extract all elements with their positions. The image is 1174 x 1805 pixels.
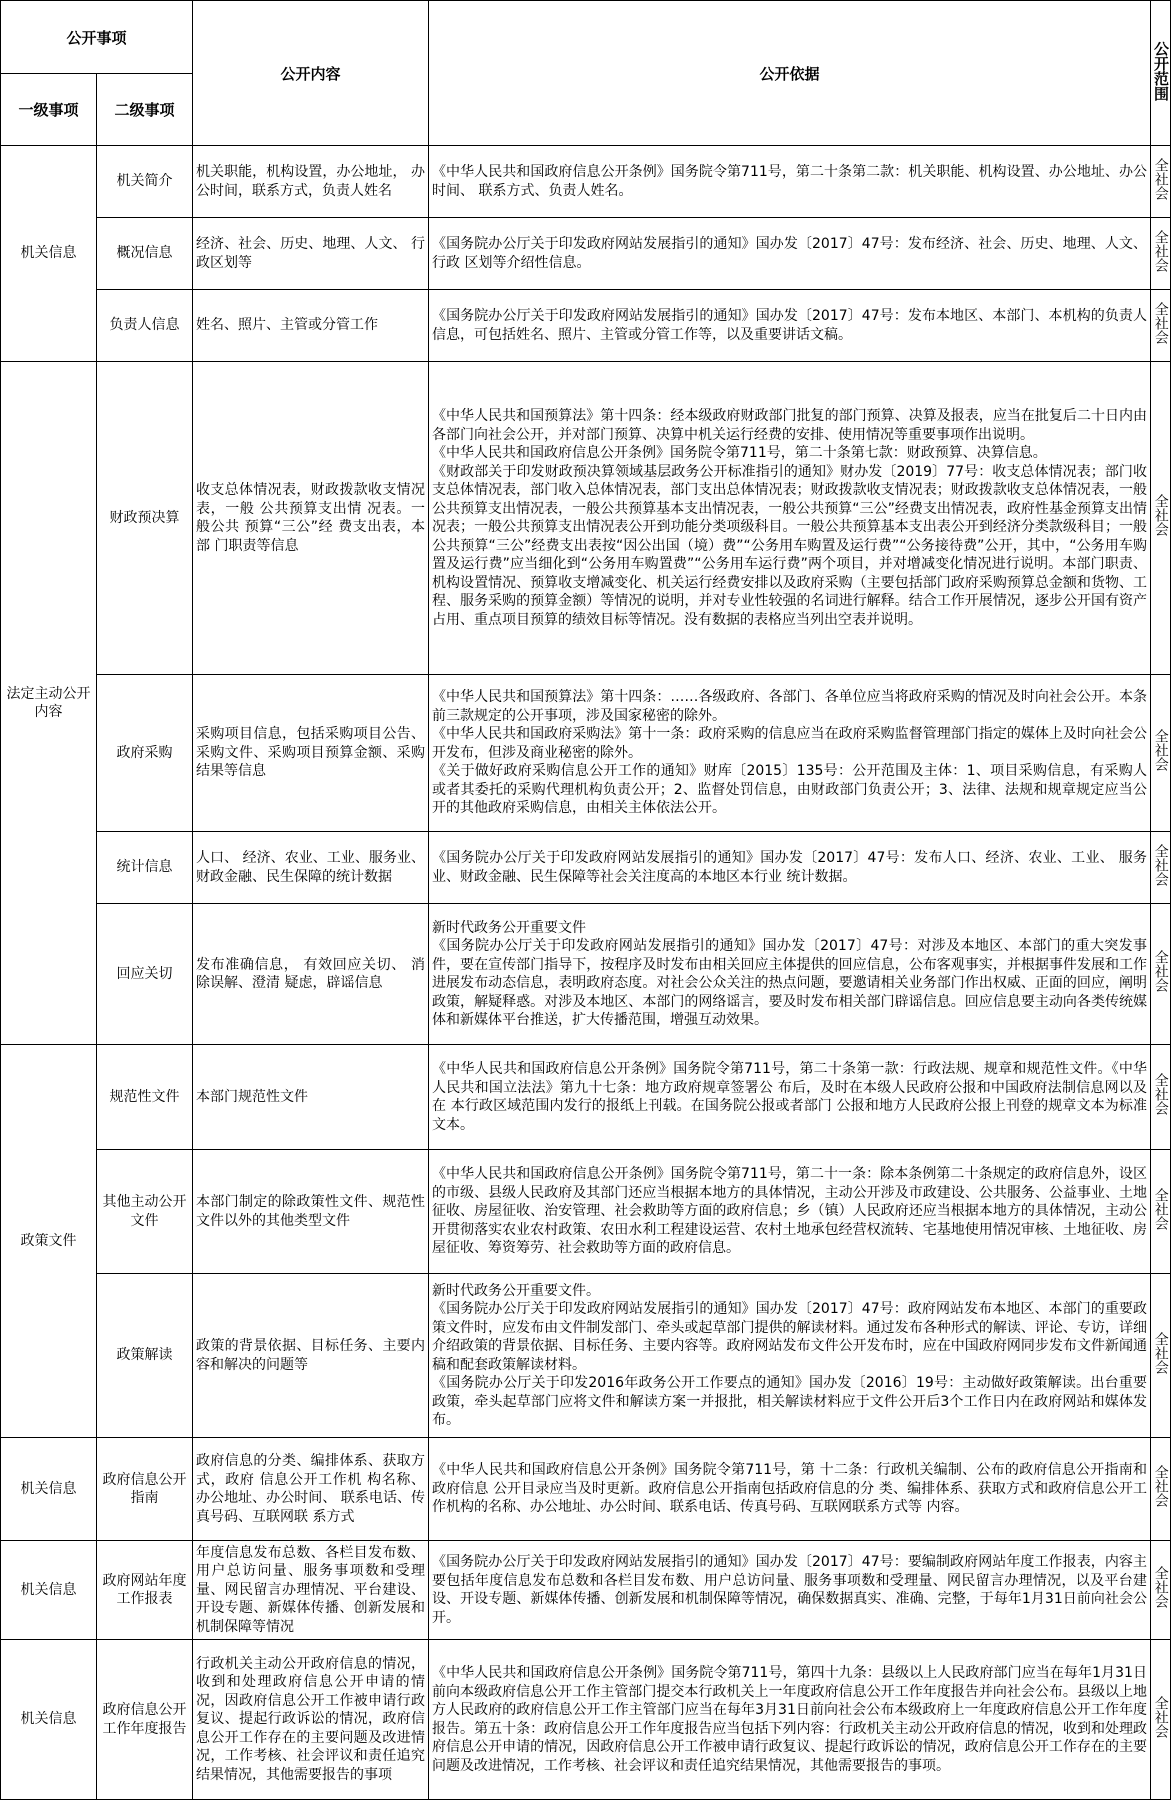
- table-row: [1, 1045, 1171, 1150]
- basis-cell: [429, 904, 1151, 1045]
- level1-cell: 机关信息: [1, 146, 97, 362]
- basis-cell: [429, 1150, 1151, 1274]
- basis-paragraph: 《关于做好政府采购信息公开工作的通知》财库〔2015〕135号：公开范围及主体：1、项目采购信息，有采购人或者其委托的采购代理机构负责公开；2、监督处罚信息，由财政部门负责公开；3、法律、法规和规章规定应当公开的其他政府采购信息，由相关主体依法公开。: [432, 763, 1148, 817]
- basis-paragraph: 《中华人民共和国政府信息公开条例》国务院令第711号，第二十条第二款：机关职能、机构设置、办公地址、办公时间、 联系方式、负责人姓名。: [432, 164, 1148, 199]
- basis-paragraph: 《国务院办公厅关于印发政府网站发展指引的通知》国办发〔2017〕47号：发布人口、经济、农业、工业、 服务业、财政金融、民生保障等社会关注度高的本地区本行业 统计数据。: [432, 850, 1148, 885]
- level2-cell: 政策解读: [97, 1274, 193, 1438]
- table-row: [1, 290, 1171, 362]
- level2-cell: 统计信息: [97, 832, 193, 904]
- content-cell: 姓名、照片、主管或分管工作: [193, 290, 429, 362]
- scope-cell: 全社会: [1151, 362, 1171, 675]
- level2-cell: 回应关切: [97, 904, 193, 1045]
- table-row: [1, 218, 1171, 290]
- level1-cell: 机关信息: [1, 1541, 97, 1640]
- level2-cell: 规范性文件: [97, 1045, 193, 1150]
- header-level2: 二级事项: [97, 74, 193, 146]
- content-cell: 政策的背景依据、目标任务、主要内容和解决的问题等: [193, 1274, 429, 1438]
- basis-paragraph: 新时代政务公开重要文件。: [432, 1282, 601, 1299]
- level2-cell: 政府采购: [97, 675, 193, 832]
- level2-cell: 机关简介: [97, 146, 193, 218]
- table-row: [1, 1274, 1171, 1438]
- basis-cell: [429, 1438, 1151, 1541]
- scope-cell: 全社会: [1151, 146, 1171, 218]
- content-cell: 发布准确信息， 有效回应关切、 消除误解、澄清 疑虑，辟谣信息: [193, 904, 429, 1045]
- scope-cell: 全社会: [1151, 1541, 1171, 1640]
- content-cell: 政府信息的分类、编排体系、获取方式，政府 信息公开工作机 构名称、办公地址、办公时间、 联系电话、传真号码、互联网联 系方式: [193, 1438, 429, 1541]
- basis-cell: [429, 1541, 1151, 1640]
- basis-paragraph: 《中华人民共和国政府信息公开条例》国务院令第711号，第二十条第七款：财政预算、决算信息。: [432, 445, 1047, 461]
- scope-cell: 全社会: [1151, 218, 1171, 290]
- header-content: 公开内容: [193, 1, 429, 146]
- table-row: [1, 362, 1171, 675]
- table-row: [1, 1438, 1171, 1541]
- level2-cell: 政府信息公开工作年度报告: [97, 1640, 193, 1800]
- level2-cell: 财政预决算: [97, 362, 193, 675]
- table-row: [1, 904, 1171, 1045]
- level1-cell: 机关信息: [1, 1640, 97, 1800]
- level1-cell: 政策文件: [1, 1045, 97, 1438]
- level2-cell: 负责人信息: [97, 290, 193, 362]
- basis-cell: [429, 1274, 1151, 1438]
- level2-cell: 政府网站年度工作报表: [97, 1541, 193, 1640]
- basis-paragraph: 《中华人民共和国政府信息公开条例》国务院令第711号，第四十九条：县级以上人民政府部门应当在每年1月31日前向本级政府信息公开工作主管部门提交本行政机关上一年度政府信息公开工作年度报告并向社会公布。县级以上地方人民政府的政府信息公开工作主管部门应当在每年3月31日前向社会公布本级政府上一年度政府信息公开工作年度报告。第五十条：政府信息公开工作年度报告应当包括下列内容：行政机关主动公开政府信息的情况，收到和处理政府信息公开申请的情况，因政府信息公开工作被申请行政复议、提起行政诉讼的情况，政府信息公开工作存在的主要问题及改进情况，工作考核、社会评议和责任追究结果情况，其他需要报告的事项。: [432, 1665, 1148, 1774]
- basis-paragraph: 《国务院办公厅关于印发2016年政务公开工作要点的通知》国办发〔2016〕19号：主动做好政策解读。出台重要政策，牵头起草部门应将文件和解读方案一并报批，相关解读材料应于文件公开后3个工作日内在政府网站和媒体发布。: [432, 1375, 1148, 1428]
- level1-cell: 机关信息: [1, 1438, 97, 1541]
- basis-cell: [429, 362, 1151, 675]
- basis-cell: [429, 675, 1151, 832]
- basis-paragraph: 《中华人民共和国预算法》第十四条：经本级政府财政部门批复的部门预算、决算及报表，应当在批复后二十日内由各部门向社会公开，并对部门预算、决算中机关运行经费的安排、使用情况等重要事项作出说明。: [432, 408, 1148, 443]
- level2-cell: 政府信息公开指南: [97, 1438, 193, 1541]
- basis-paragraph: 《国务院办公厅关于印发政府网站发展指引的通知》国办发〔2017〕47号：发布本地区、本部门、本机构的负责人信息，可包括姓名、照片、主管或分管工作等，以及重要讲话文稿。: [432, 308, 1148, 343]
- content-cell: 本部门制定的除政策性文件、规范性文件以外的其他类型文件: [193, 1150, 429, 1274]
- content-cell: 人口、 经济、农业、工业、服务业、财政金融、民生保障的统计数据: [193, 832, 429, 904]
- basis-paragraph: 《国务院办公厅关于印发政府网站发展指引的通知》国办发〔2017〕47号：对涉及本地区、本部门的重大突发事件，要在宣传部门指导下，按程序及时发布由相关回应主体提供的回应信息，公布客观事实，并根据事件发展和工作进展发布动态信息，表明政府态度。对社会公众关注的热点问题，要邀请相关业务部门作出权威、正面的回应，阐明政策，解疑释惑。对涉及本地区、本部门的网络谣言，要及时发布相关部门辟谣信息。回应信息要主动向各类传统媒体和新媒体平台推送，扩大传播范围，增强互动效果。: [432, 938, 1148, 1028]
- table-row: [1, 675, 1171, 832]
- basis-cell: [429, 290, 1151, 362]
- header-basis: 公开依据: [429, 1, 1151, 146]
- basis-paragraph: 新时代政务公开重要文件: [432, 919, 587, 936]
- scope-cell: 全社会: [1151, 1274, 1171, 1438]
- basis-paragraph: 《国务院办公厅关于印发政府网站发展指引的通知》国办发〔2017〕47号：发布经济、社会、历史、地理、人文、行政 区划等介绍性信息。: [432, 236, 1148, 271]
- content-cell: 采购项目信息，包括采购项目公告、采购文件、采购项目预算金额、采购结果等信息: [193, 675, 429, 832]
- scope-cell: 全社会: [1151, 832, 1171, 904]
- header-item: 公开事项: [1, 1, 193, 74]
- content-cell: 行政机关主动公开政府信息的情况，收到和处理政府信息公开申请的情况，因政府信息公开工作被申请行政复议、提起行政诉讼的情况，政府信息公开工作存在的主要问题及改进情况，工作考核、社会评议和责任追究结果情况，其他需要报告的事项: [193, 1640, 429, 1800]
- basis-cell: [429, 146, 1151, 218]
- basis-paragraph: 《国务院办公厅关于印发政府网站发展指引的通知》国办发〔2017〕47号：要编制政府网站年度工作报表，内容主要包括年度信息发布总数和各栏目发布数、用户总访问量、服务事项数和受理量、网民留言办理情况，以及平台建设、开设专题、新媒体传播、创新发展和机制保障等情况，确保数据真实、准确、完整，于每年1月31日前向社会公开。: [432, 1554, 1148, 1626]
- header-scope: 公开范围: [1151, 1, 1171, 146]
- basis-paragraph: 《中华人民共和国预算法》第十四条：……各级政府、各部门、各单位应当将政府采购的情况及时向社会公开。本条前三款规定的公开事项，涉及国家秘密的除外。: [432, 689, 1148, 724]
- basis-paragraph: 《中华人民共和国政府信息公开条例》国务院令第711号，第二十条第一款：行政法规、规章和规范性文件。《中华人民共和国立法法》第九十七条：地方政府规章签署公 布后，及时在本级人民政府公报和中国政府法制信息网以及在 本行政区域范围内发行的报纸上刊载。在国务院公报或者部门 公报和地方人民政府公报上刊登的规章文本为标准文本。: [432, 1061, 1148, 1133]
- level1-cell: 法定主动公开内容: [1, 362, 97, 1045]
- basis-paragraph: 《财政部关于印发财政预决算领域基层政务公开标准指引的通知》财办发〔2019〕77号：收支总体情况表；部门收支总体情况表，部门收入总体情况表，部门支出总体情况表；财政拨款收支情况表；财政拨款收支总体情况表，一般公共预算支出情况表，一般公共预算基本支出情况表，一般公共预算“三公”经费支出情况表，政府性基金预算支出情况表；一般公共预算支出情况表公开到功能分类项级科目。一般公共预算基本支出表公开到经济分类款级科目；一般公共预算“三公”经费支出表按“因公出国（境）费”“公务用车购置及运行费”“公务接待费”公开，其中，“公务用车购置及运行费”应当细化到“公务用车购置费”“公务用车运行费”两个项目，并对增减变化情况进行说明。本部门职责、机构设置情况、预算收支增减变化、机关运行经费安排以及政府采购（主要包括部门政府采购预算总金额和货物、工程、服务采购的预算金额）等情况的说明，并对专业性较强的名词进行解释。结合工作开展情况，逐步公开国有资产占用、重点项目预算的绩效目标等情况。没有数据的表格应当列出空表并说明。: [432, 463, 1148, 628]
- basis-cell: [429, 832, 1151, 904]
- basis-paragraph: 《中华人民共和国政府信息公开条例》国务院令第711号，第 十二条：行政机关编制、公布的政府信息公开指南和政府信息 公开目录应当及时更新。政府信息公开指南包括政府信息的分 类、编排体系、获取方式和政府信息公开工作机构的名称、办公地址、办公时间、联系电话、传真号码、互联网联系方式等 内容。: [432, 1462, 1148, 1516]
- level2-cell: 概况信息: [97, 218, 193, 290]
- basis-paragraph: 《中华人民共和国政府采购法》第十一条：政府采购的信息应当在政府采购监督管理部门指定的媒体上及时向社会公开发布，但涉及商业秘密的除外。: [432, 726, 1148, 761]
- basis-cell: [429, 1045, 1151, 1150]
- basis-cell: [429, 218, 1151, 290]
- content-cell: 本部门规范性文件: [193, 1045, 429, 1150]
- scope-cell: 全社会: [1151, 904, 1171, 1045]
- level2-cell: 其他主动公开文件: [97, 1150, 193, 1274]
- scope-cell: 全社会: [1151, 675, 1171, 832]
- content-cell: 机关职能，机构设置，办公地址， 办公时间，联系方式，负责人姓名: [193, 146, 429, 218]
- table-row: [1, 832, 1171, 904]
- scope-cell: 全社会: [1151, 1438, 1171, 1541]
- basis-cell: [429, 1640, 1151, 1800]
- content-cell: 收支总体情况表，财政拨款收支情况表，一般 公共预算支出情 况表。一般公共 预算“三公”经 费支出表，本部 门职责等信息: [193, 362, 429, 675]
- scope-cell: 全社会: [1151, 290, 1171, 362]
- scope-cell: 全社会: [1151, 1150, 1171, 1274]
- basis-paragraph: 《国务院办公厅关于印发政府网站发展指引的通知》国办发〔2017〕47号：政府网站发布本地区、本部门的重要政策文件时，应发布由文件制发部门、牵头或起草部门提供的解读材料。通过发布各种形式的解读、评论、专访，详细介绍政策的背景依据、目标任务、主要内容等。政府网站发布文件公开发布时，应在中国政府网同步发布文件新闻通稿和配套政策解读材料。: [432, 1301, 1148, 1373]
- table-row: [1, 1541, 1171, 1640]
- table-row: [1, 146, 1171, 218]
- scope-cell: 全社会: [1151, 1640, 1171, 1800]
- header-level1: 一级事项: [1, 74, 97, 146]
- table-row: [1, 1640, 1171, 1800]
- content-cell: 经济、社会、历史、地理、人文、 行政区划等: [193, 218, 429, 290]
- table-row: [1, 1150, 1171, 1274]
- basis-paragraph: 《中华人民共和国政府信息公开条例》国务院令第711号，第二十一条：除本条例第二十条规定的政府信息外，设区的市级、县级人民政府及其部门还应当根据本地方的具体情况，主动公开涉及市政建设、公共服务、公益事业、土地征收、房屋征收、治安管理、社会救助等方面的政府信息；乡（镇）人民政府还应当根据本地方的具体情况，主动公开贯彻落实农业农村政策、农田水利工程建设运营、农村土地承包经营权流转、宅基地使用情况审核、土地征收、房屋征收、筹资筹劳、社会救助等方面的政府信息。: [432, 1166, 1148, 1257]
- scope-cell: 全社会: [1151, 1045, 1171, 1150]
- content-cell: 年度信息发布总数、各栏目发布数、用户总访问量、服务事项数和受理量、网民留言办理情况、平台建设、开设专题、新媒体传播、创新发展和机制保障等情况: [193, 1541, 429, 1640]
